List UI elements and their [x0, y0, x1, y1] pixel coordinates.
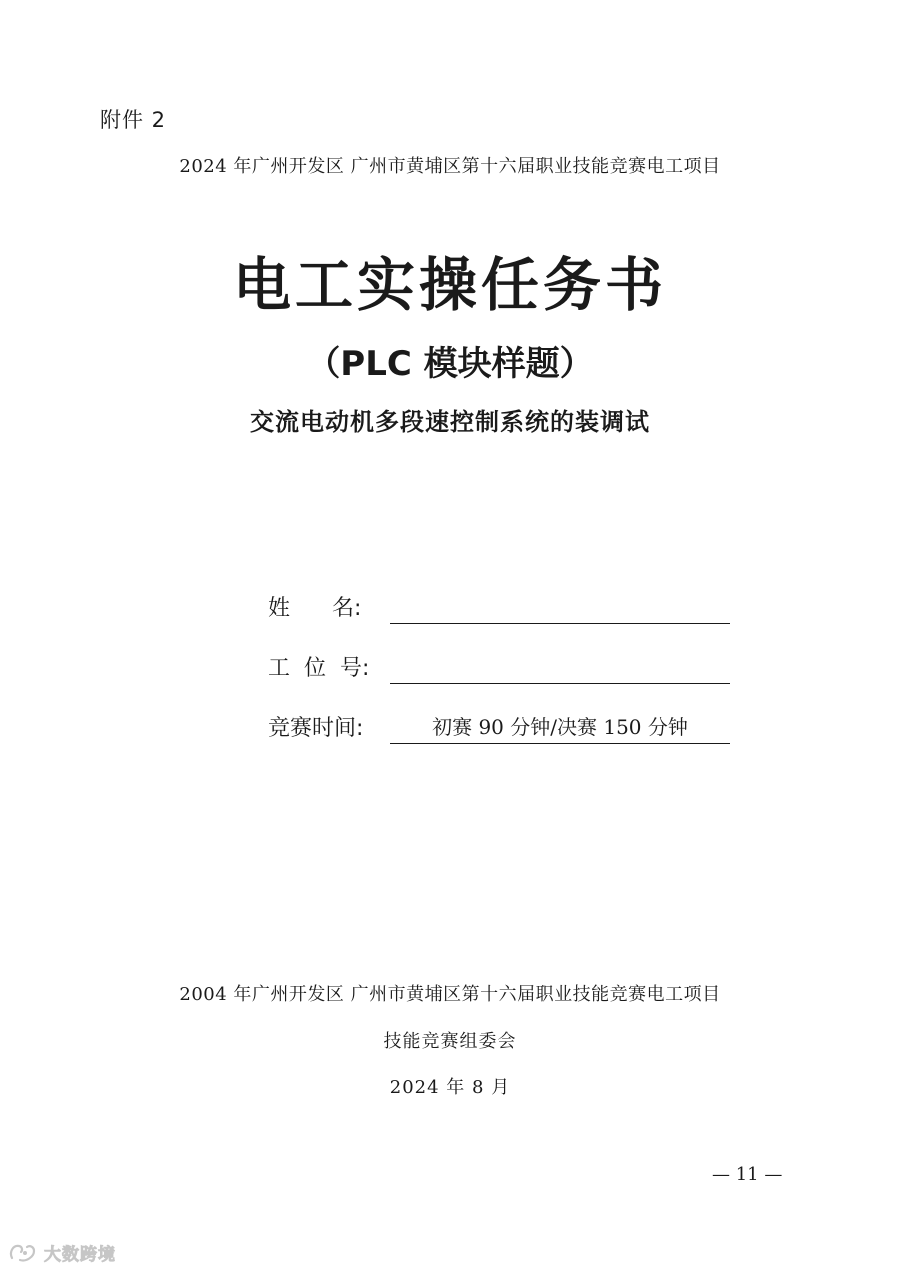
attachment-label: 附件 2: [100, 108, 167, 132]
task-title: 交流电动机多段速控制系统的装调试: [250, 408, 650, 436]
watermark-text: 大数跨境: [44, 1245, 116, 1265]
watermark-logo-icon: [8, 1242, 38, 1264]
page-number: — 11 —: [712, 1164, 783, 1185]
competition-time-label: 竞赛时间:: [268, 716, 364, 741]
organizer-line: 2004 年广州开发区 广州市黄埔区第十六届职业技能竞赛电工项目: [179, 984, 721, 1005]
competition-time-row: [268, 708, 730, 744]
page-title: 电工实操任务书: [232, 251, 667, 319]
document-date: 2024 年 8 月: [389, 1077, 511, 1098]
competition-subtitle: 2024 年广州开发区 广州市黄埔区第十六届职业技能竞赛电工项目: [179, 156, 721, 177]
station-field[interactable]: [390, 653, 730, 684]
station-label: 工 位 号:: [268, 656, 370, 681]
name-label: 姓 名:: [268, 596, 362, 621]
module-title: （PLC 模块样题）: [306, 344, 594, 384]
competition-time-value: 初赛 90 分钟/决赛 150 分钟: [390, 713, 730, 744]
station-row: [268, 648, 730, 684]
organizer-committee: 技能竞赛组委会: [383, 1031, 517, 1052]
watermark: [8, 1240, 116, 1265]
name-row: [268, 588, 730, 624]
name-field[interactable]: [390, 593, 730, 624]
